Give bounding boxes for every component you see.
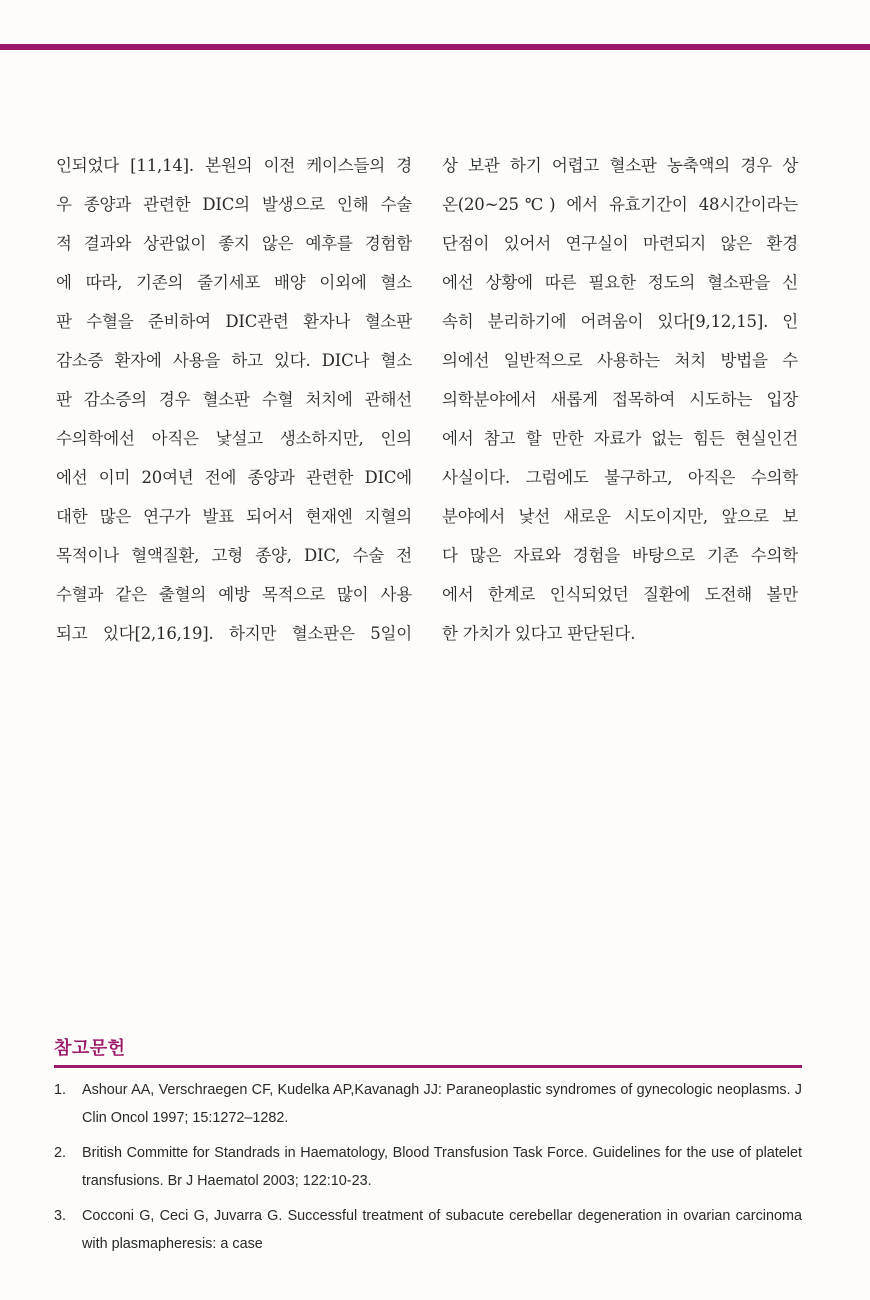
references-rule <box>54 1065 802 1068</box>
body-line: 의학분야에서 새롭게 접목하여 시도하는 입장 <box>442 390 798 409</box>
body-line: 에선 이미 20여년 전에 종양과 관련한 DIC에 <box>56 468 412 487</box>
body-line: 적 결과와 상관없이 좋지 않은 예후를 경험함 <box>56 234 412 253</box>
reference-number: 3. <box>54 1208 67 1224</box>
reference-item <box>54 1076 802 1132</box>
body-line: 우 종양과 관련한 DIC의 발생으로 인해 수술 <box>56 195 412 214</box>
body-line: 에선 상황에 따른 필요한 정도의 혈소판을 신 <box>442 273 798 292</box>
reference-item <box>54 1202 802 1258</box>
body-right-column <box>442 146 798 653</box>
reference-text: British Committe for Standrads in Haematology, Blood Transfusion Task Force. Guidelines for the use of platelet transfusions. Br J Haematol 2003; 122:10-23. <box>82 1145 802 1189</box>
body-line: 다 많은 자료와 경험을 바탕으로 기존 수의학 <box>442 546 798 565</box>
top-accent-rule <box>0 44 870 50</box>
body-line: 상 보관 하기 어렵고 혈소판 농축액의 경우 상 <box>442 156 798 175</box>
body-line: 사실이다. 그럼에도 불구하고, 아직은 수의학 <box>442 468 798 487</box>
body-line: 속히 분리하기에 어려움이 있다[9,12,15]. 인 <box>442 312 798 331</box>
body-line: 단점이 있어서 연구실이 마련되지 않은 환경 <box>442 234 798 253</box>
body-line: 에서 참고 할 만한 자료가 없는 힘든 현실인건 <box>442 429 798 448</box>
body-line: 수혈과 같은 출혈의 예방 목적으로 많이 사용 <box>56 585 412 604</box>
body-line: 목적이나 혈액질환, 고형 종양, DIC, 수술 전 <box>56 546 412 565</box>
body-line: 에서 한계로 인식되었던 질환에 도전해 볼만 <box>442 585 798 604</box>
reference-text: Ashour AA, Verschraegen CF, Kudelka AP,Kavanagh JJ: Paraneoplastic syndromes of gynecologic neoplasms. J Clin Oncol 1997; 15:1272–1282. <box>82 1082 802 1126</box>
reference-number: 2. <box>54 1145 67 1161</box>
references-list <box>54 1076 802 1265</box>
body-line: 감소증 환자에 사용을 하고 있다. DIC나 혈소 <box>56 351 412 370</box>
reference-number: 1. <box>54 1082 67 1098</box>
reference-item <box>54 1139 802 1195</box>
body-left-column <box>56 146 412 653</box>
body-line: 의에선 일반적으로 사용하는 처치 방법을 수 <box>442 351 798 370</box>
body-line: 되고 있다[2,16,19]. 하지만 혈소판은 5일이 <box>56 624 412 643</box>
body-line: 판 감소증의 경우 혈소판 수혈 처치에 관해선 <box>56 390 412 409</box>
body-line: 에 따라, 기존의 줄기세포 배양 이외에 혈소 <box>56 273 412 292</box>
body-line: 판 수혈을 준비하여 DIC관련 환자나 혈소판 <box>56 312 412 331</box>
reference-text: Cocconi G, Ceci G, Juvarra G. Successful treatment of subacute cerebellar degeneration in ovarian carcinoma with plasmapheresis: a case <box>82 1208 802 1252</box>
body-line: 수의학에선 아직은 낯설고 생소하지만, 인의 <box>56 429 412 448</box>
body-line: 대한 많은 연구가 발표 되어서 현재엔 지혈의 <box>56 507 412 526</box>
body-line: 인되었다 [11,14]. 본원의 이전 케이스들의 경 <box>56 156 412 175</box>
body-line: 한 가치가 있다고 판단된다. <box>442 624 636 643</box>
body-line: 분야에서 낯선 새로운 시도이지만, 앞으로 보 <box>442 507 798 526</box>
references-heading: 참고문헌 <box>54 1038 126 1059</box>
body-line: 온(20~25℃) 에서 유효기간이 48시간이라는 <box>442 195 798 214</box>
